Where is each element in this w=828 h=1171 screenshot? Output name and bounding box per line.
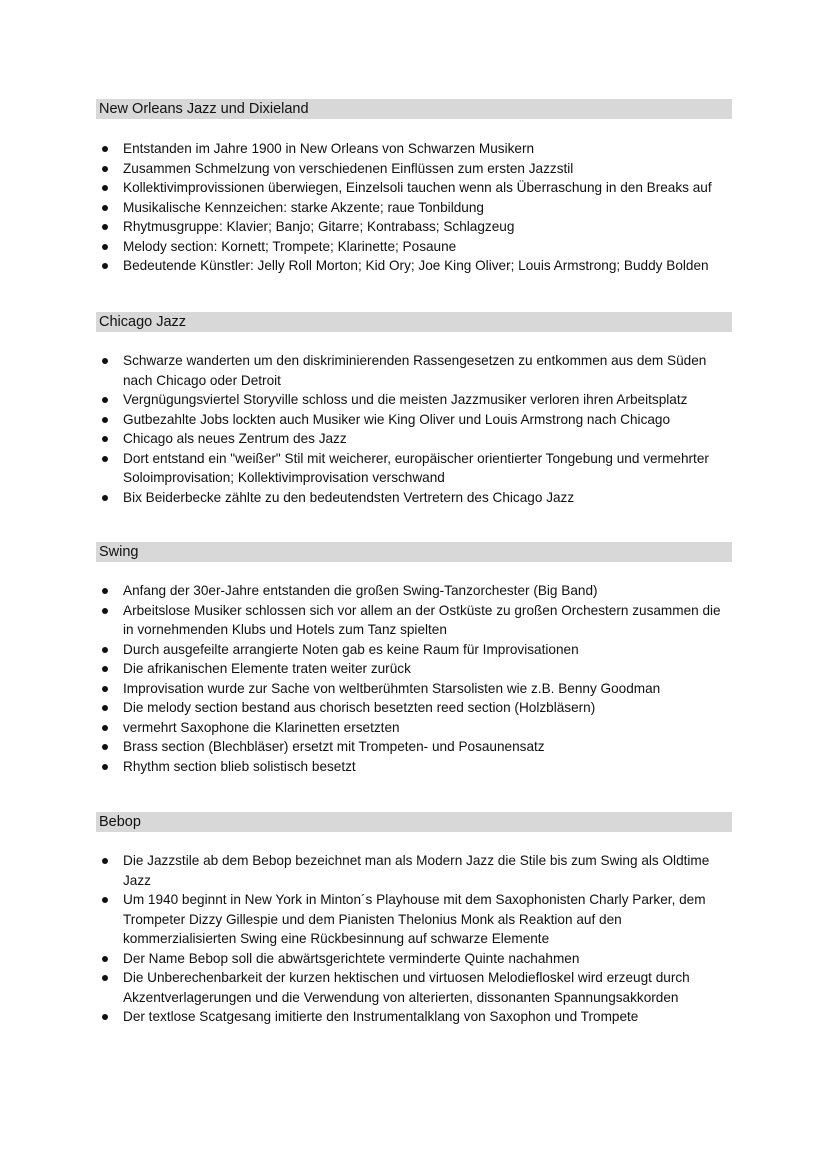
list-item — [96, 718, 732, 738]
list-item-text: Melody section: Kornett; Trompete; Klarinette; Posaune — [123, 238, 457, 254]
list-item-text: Der textlose Scatgesang imitierte den Instrumentalklang von Saxophon und Trompete — [123, 1009, 639, 1024]
list-item — [96, 581, 732, 601]
bullet-icon — [102, 764, 108, 770]
list-item — [96, 737, 732, 757]
list-item — [96, 256, 732, 276]
section-heading: Chicago Jazz — [96, 312, 732, 332]
bullet-icon — [102, 608, 108, 614]
bullet-icon — [102, 975, 108, 981]
bullet-icon — [102, 705, 108, 711]
list-item-text: Die Jazzstile ab dem Bebop bezeichnet man als Modern Jazz die Stile bis zum Swing als Oldtime Jazz — [123, 853, 710, 888]
list-item — [96, 217, 732, 237]
section-heading: New Orleans Jazz und Dixieland — [96, 99, 732, 119]
bullet-icon — [102, 456, 108, 462]
bullet-icon — [102, 588, 108, 594]
list-item — [96, 1007, 732, 1027]
bullet-icon — [102, 436, 108, 442]
list-item — [96, 237, 732, 257]
list-item-text: Rhytmusgruppe: Klavier; Banjo; Gitarre; Kontrabass; Schlagzeug — [123, 219, 515, 234]
section-heading: Bebop — [96, 812, 732, 832]
list-item-text: Entstanden im Jahre 1900 in New Orleans von Schwarzen Musikern — [123, 141, 535, 156]
bullet-list — [96, 139, 732, 276]
section-bebop — [96, 812, 732, 1024]
list-item-text: Arbeitslose Musiker schlossen sich vor allem an der Ostküste zu großen Orchestern zusammen die in vornehmenden Klubs und Hotels zum Tanz spielten — [123, 602, 721, 637]
bullet-icon — [102, 397, 108, 403]
list-item-text: Improvisation wurde zur Sache von weltberühmten Starsolisten wie z.B. Benny Goodman — [123, 680, 661, 696]
list-item — [96, 640, 732, 660]
list-item-text: vermehrt Saxophone die Klarinetten ersetzten — [123, 719, 400, 735]
list-item-text: Um 1940 beginnt in New York in Minton´s Playhouse mit dem Saxophonisten Charly Parker, dem Trompeter Dizzy Gillespie und dem Pianisten Thelonius Monk als Reaktion auf den kommerzialisierten Swing eine Rückbesinnung auf schwarze Elemente — [123, 892, 706, 946]
list-item-text: Chicago als neues Zentrum des Jazz — [123, 431, 347, 446]
list-item-text: Bedeutende Künstler: Jelly Roll Morton; Kid Ory; Joe King Oliver; Louis Armstrong; Buddy Bolden — [123, 258, 709, 273]
section-swing — [96, 542, 732, 774]
list-item — [96, 159, 732, 179]
list-item — [96, 178, 732, 198]
list-item-text: Durch ausgefeilte arrangierte Noten gab es keine Raum für Improvisationen — [123, 641, 579, 657]
section-new-orleans-jazz — [96, 99, 732, 273]
list-item-text: Schwarze wanderten um den diskriminierenden Rassengesetzen zu entkommen aus dem Süden nach Chicago oder Detroit — [123, 353, 707, 388]
list-item — [96, 679, 732, 699]
list-item — [96, 851, 732, 890]
bullet-icon — [102, 205, 108, 211]
list-item-text: Musikalische Kennzeichen: starke Akzente; raue Tonbildung — [123, 199, 484, 215]
bullet-icon — [102, 897, 108, 903]
bullet-icon — [102, 725, 108, 731]
bullet-icon — [102, 146, 108, 152]
list-item — [96, 198, 732, 218]
bullet-icon — [102, 647, 108, 653]
list-item-text: Die afrikanischen Elemente traten weiter zurück — [123, 661, 411, 676]
list-item — [96, 351, 732, 390]
bullet-icon — [102, 858, 108, 864]
list-item-text: Kollektivimprovissionen überwiegen, Einzelsoli tauchen wenn als Überraschung in den Breaks auf — [123, 180, 712, 195]
bullet-icon — [102, 495, 108, 501]
list-item — [96, 429, 732, 449]
list-item — [96, 949, 732, 969]
bullet-list — [96, 851, 732, 1027]
section-chicago-jazz — [96, 312, 732, 505]
list-item-text: Anfang der 30er-Jahre entstanden die großen Swing-Tanzorchester (Big Band) — [123, 583, 598, 598]
bullet-list — [96, 581, 732, 776]
list-item-text: Dort entstand ein "weißer" Stil mit weicherer, europäischer orientierter Tongebung und vermehrter Soloimprovisation; Kollektivimprovisation verschwand — [123, 450, 709, 485]
list-item — [96, 139, 732, 159]
bullet-icon — [102, 244, 108, 250]
list-item-text: Vergnügungsviertel Storyville schloss und die meisten Jazzmusiker verloren ihren Arbeitsplatz — [123, 392, 688, 407]
bullet-icon — [102, 686, 108, 692]
bullet-icon — [102, 166, 108, 172]
list-item — [96, 968, 732, 1007]
list-item-text: Rhythm section blieb solistisch besetzt — [123, 758, 356, 774]
bullet-icon — [102, 1014, 108, 1020]
list-item-text: Der Name Bebop soll die abwärtsgerichtete verminderte Quinte nachahmen — [123, 950, 580, 966]
bullet-list — [96, 351, 732, 507]
bullet-icon — [102, 956, 108, 962]
list-item — [96, 410, 732, 430]
list-item — [96, 390, 732, 410]
bullet-icon — [102, 358, 108, 364]
list-item-text: Die Unberechenbarkeit der kurzen hektischen und virtuosen Melodiefloskel wird erzeugt durch Akzentverlagerungen und die Verwendung von alterierten, dissonanten Spannungsakkorden — [123, 970, 690, 1005]
list-item — [96, 757, 732, 777]
list-item-text: Zusammen Schmelzung von verschiedenen Einflüssen zum ersten Jazzstil — [123, 160, 574, 176]
bullet-icon — [102, 666, 108, 672]
list-item — [96, 488, 732, 508]
section-heading: Swing — [96, 542, 732, 562]
list-item-text: Die melody section bestand aus chorisch besetzten reed section (Holzbläsern) — [123, 700, 596, 715]
bullet-icon — [102, 185, 108, 191]
list-item — [96, 449, 732, 488]
list-item — [96, 890, 732, 949]
bullet-icon — [102, 417, 108, 423]
list-item — [96, 698, 732, 718]
list-item — [96, 601, 732, 640]
list-item-text: Gutbezahlte Jobs lockten auch Musiker wie King Oliver und Louis Armstrong nach Chicago — [123, 411, 671, 427]
list-item — [96, 659, 732, 679]
list-item-text: Brass section (Blechbläser) ersetzt mit Trompeten- und Posaunensatz — [123, 739, 545, 754]
bullet-icon — [102, 263, 108, 269]
list-item-text: Bix Beiderbecke zählte zu den bedeutendsten Vertretern des Chicago Jazz — [123, 489, 575, 505]
bullet-icon — [102, 224, 108, 230]
bullet-icon — [102, 744, 108, 750]
